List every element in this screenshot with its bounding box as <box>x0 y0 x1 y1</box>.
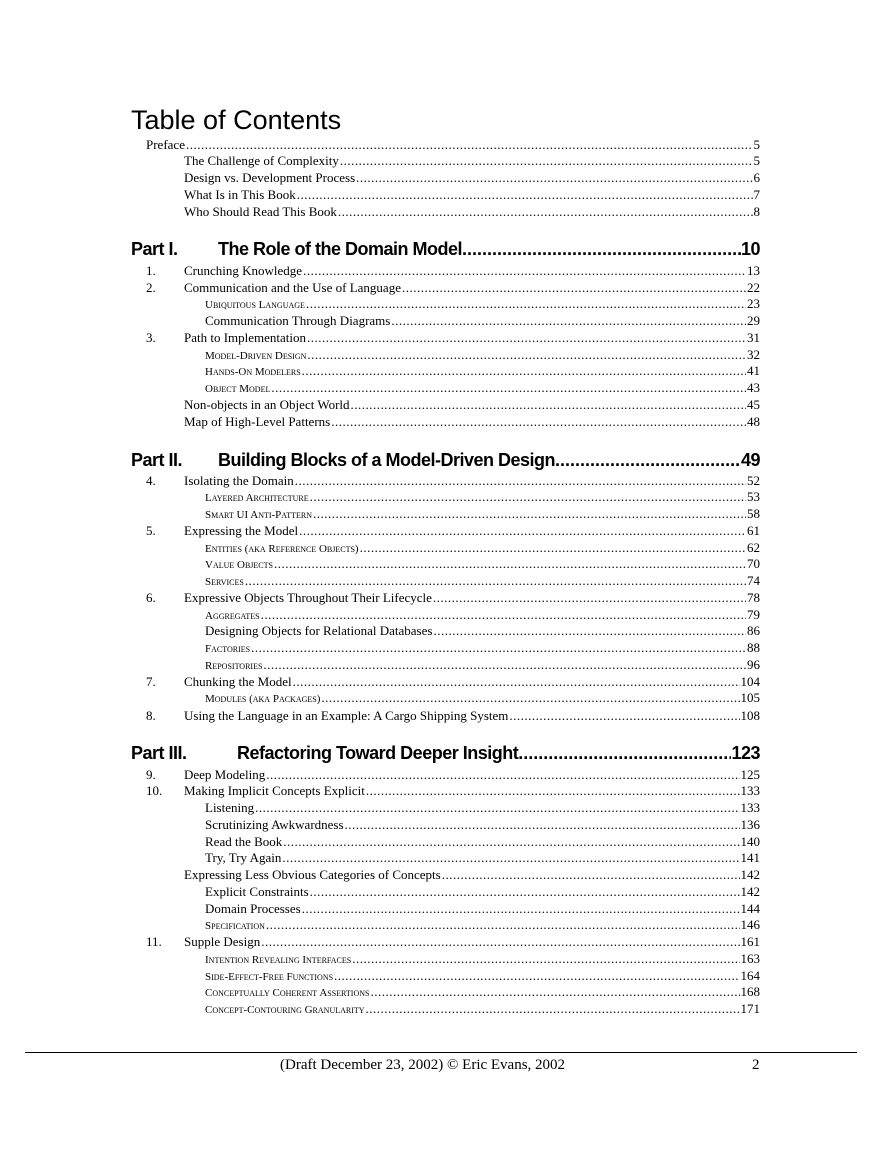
part-title: Refactoring Toward Deeper Insight <box>237 743 519 763</box>
dot-leader <box>255 799 739 816</box>
entry-page-number: 168 <box>740 984 760 999</box>
toc-entry[interactable] <box>0 279 893 296</box>
entry-line <box>205 689 760 708</box>
entry-line <box>184 262 760 279</box>
toc-entry[interactable] <box>0 169 893 186</box>
entry-page-number: 161 <box>740 934 760 949</box>
dot-leader <box>245 572 746 589</box>
entry-line <box>205 622 760 639</box>
dot-leader <box>263 656 746 673</box>
entry-line <box>205 849 760 866</box>
toc-entry[interactable] <box>0 799 893 816</box>
dot-leader <box>302 362 746 379</box>
toc-entry[interactable] <box>0 689 893 706</box>
toc-entry[interactable] <box>0 488 893 505</box>
entry-line <box>205 883 760 900</box>
entry-line <box>184 707 760 724</box>
entry-title: Side-Effect-Free Functions <box>205 971 334 983</box>
toc-entry[interactable] <box>0 883 893 900</box>
toc-entry[interactable] <box>0 900 893 917</box>
toc-entry[interactable] <box>0 505 893 522</box>
entry-title: Designing Objects for Relational Databases <box>205 623 433 638</box>
entry-page-number: 171 <box>740 1001 760 1016</box>
entry-line <box>184 396 760 413</box>
dot-leader <box>442 866 740 883</box>
toc-entry[interactable] <box>0 933 893 950</box>
chapter-number: 2. <box>146 280 156 295</box>
toc-entry[interactable] <box>0 522 893 539</box>
toc-part-heading[interactable] <box>0 237 893 261</box>
entry-title: Specification <box>205 920 265 932</box>
toc-entry[interactable] <box>0 186 893 203</box>
entry-page-number: 86 <box>747 623 760 638</box>
entry-title: Map of High-Level Patterns <box>184 414 331 429</box>
entry-title: Using the Language in an Example: A Cargo Shipping System <box>184 708 509 723</box>
entry-title: Smart UI Anti-Pattern <box>205 509 312 521</box>
dot-leader <box>251 639 746 656</box>
entry-line <box>184 472 760 489</box>
entry-line <box>205 833 760 850</box>
dot-leader <box>555 448 741 472</box>
chapter-number: 6. <box>146 590 156 605</box>
entry-title: Non-objects in an Object World <box>184 397 350 412</box>
entry-title: Entities (aka Reference Objects) <box>205 543 359 555</box>
footer-page-number: 2 <box>752 1057 760 1073</box>
entry-title: Factories <box>205 643 251 655</box>
entry-page-number: 142 <box>740 867 760 882</box>
entry-title: Repositories <box>205 660 263 672</box>
entry-title: What Is in This Book <box>184 187 296 202</box>
dot-leader <box>360 539 746 556</box>
dot-leader <box>340 152 753 169</box>
entry-line <box>205 900 760 917</box>
entry-line <box>205 816 760 833</box>
dot-leader <box>303 262 746 279</box>
entry-title: Isolating the Domain <box>184 473 294 488</box>
dot-leader <box>283 833 739 850</box>
toc-entry[interactable] <box>0 379 893 396</box>
dot-leader <box>391 312 746 329</box>
entry-title: Expressing Less Obvious Categories of Concepts <box>184 867 441 882</box>
part-number: Part II. <box>131 450 183 470</box>
chapter-number: 8. <box>146 708 156 723</box>
dot-leader <box>307 346 746 363</box>
part-page-number: 123 <box>731 743 760 763</box>
toc-entry[interactable] <box>0 312 893 329</box>
entry-page-number: 144 <box>740 901 760 916</box>
dot-leader <box>402 279 746 296</box>
entry-title: Chunking the Model <box>184 674 292 689</box>
toc-entry[interactable] <box>0 329 893 346</box>
entry-page-number: 45 <box>747 397 760 412</box>
entry-title: Hands-On Modelers <box>205 366 301 378</box>
toc-entry[interactable] <box>0 539 893 556</box>
footer-text: (Draft December 23, 2002) © Eric Evans, 2002 <box>280 1057 566 1073</box>
toc-entry[interactable] <box>0 362 893 379</box>
chapter-number: 7. <box>146 674 156 689</box>
part-entry <box>237 741 760 765</box>
toc-entry[interactable] <box>0 950 893 967</box>
dot-leader <box>331 413 746 430</box>
entry-page-number: 105 <box>740 690 760 705</box>
dot-leader <box>271 379 746 396</box>
entry-line <box>184 186 760 203</box>
entry-title: Object Model <box>205 383 271 395</box>
dot-leader <box>295 472 746 489</box>
toc-entry[interactable] <box>0 346 893 363</box>
entry-page-number: 53 <box>747 489 760 504</box>
entry-line <box>184 673 760 690</box>
entry-page-number: 52 <box>747 473 760 488</box>
toc-part-heading[interactable] <box>0 448 893 472</box>
dot-leader <box>334 967 739 984</box>
entry-page-number: 29 <box>747 313 760 328</box>
dot-leader <box>261 933 739 950</box>
entry-title: Deep Modeling <box>184 767 266 782</box>
toc-entry[interactable] <box>0 413 893 430</box>
dot-leader <box>462 237 741 261</box>
entry-page-number: 70 <box>747 556 760 571</box>
dot-leader <box>351 396 746 413</box>
toc-entry[interactable] <box>0 622 893 639</box>
entry-page-number: 43 <box>747 380 760 395</box>
entry-page-number: 6 <box>753 170 760 185</box>
toc-entry[interactable] <box>0 1000 893 1017</box>
dot-leader <box>356 169 752 186</box>
entry-page-number: 163 <box>740 951 760 966</box>
dot-leader <box>338 203 753 220</box>
entry-title: Read the Book <box>205 834 283 849</box>
entry-title: Expressing the Model <box>184 523 299 538</box>
entry-title: Scrutinizing Awkwardness <box>205 817 344 832</box>
chapter-number: 1. <box>146 263 156 278</box>
part-entry <box>218 237 760 261</box>
entry-title: Model-Driven Design <box>205 350 307 362</box>
entry-title: Ubiquitous Language <box>205 299 305 311</box>
toc-entry[interactable] <box>0 782 893 799</box>
dot-leader <box>306 295 746 312</box>
dot-leader <box>433 622 746 639</box>
toc-entry[interactable] <box>0 572 893 589</box>
entry-page-number: 136 <box>740 817 760 832</box>
dot-leader <box>313 505 746 522</box>
entry-title: Domain Processes <box>205 901 301 916</box>
dot-leader <box>297 186 753 203</box>
dot-leader <box>310 883 740 900</box>
entry-page-number: 5 <box>753 153 760 168</box>
entry-line <box>184 933 760 950</box>
entry-page-number: 5 <box>753 137 760 152</box>
entry-page-number: 31 <box>747 330 760 345</box>
entry-page-number: 58 <box>747 506 760 521</box>
dot-leader <box>366 1000 740 1017</box>
entry-line <box>184 782 760 799</box>
part-number: Part I. <box>131 239 178 259</box>
dot-leader <box>370 983 739 1000</box>
entry-page-number: 133 <box>740 783 760 798</box>
entry-title: Value Objects <box>205 559 273 571</box>
entry-page-number: 88 <box>747 640 760 655</box>
toc-entry[interactable] <box>0 589 893 606</box>
entry-title: Supple Design <box>184 934 261 949</box>
entry-line <box>184 589 760 606</box>
entry-title: Design vs. Development Process <box>184 170 356 185</box>
toc-entry[interactable] <box>0 472 893 489</box>
entry-page-number: 125 <box>740 767 760 782</box>
entry-line <box>184 152 760 169</box>
entry-line <box>184 522 760 539</box>
entry-page-number: 141 <box>740 850 760 865</box>
toc-entry[interactable] <box>0 136 893 153</box>
toc-entry[interactable] <box>0 606 893 623</box>
entry-page-number: 74 <box>747 573 760 588</box>
dot-leader <box>302 900 740 917</box>
toc-part-heading[interactable] <box>0 741 893 765</box>
entry-page-number: 61 <box>747 523 760 538</box>
entry-title: Listening <box>205 800 255 815</box>
entry-title: Path to Implementation <box>184 330 307 345</box>
entry-title: Preface <box>146 137 185 152</box>
dot-leader <box>282 849 739 866</box>
entry-title: Communication and the Use of Language <box>184 280 401 295</box>
part-page-number: 49 <box>740 450 760 470</box>
toc-entry[interactable] <box>0 766 893 783</box>
entry-line <box>184 279 760 296</box>
entry-title: Intention Revealing Interfaces <box>205 954 352 966</box>
entry-page-number: 108 <box>740 708 760 723</box>
entry-line <box>184 203 760 220</box>
dot-leader <box>310 488 746 505</box>
dot-leader <box>307 329 746 346</box>
entry-page-number: 104 <box>740 674 760 689</box>
entry-title: Making Implicit Concepts Explicit <box>184 783 365 798</box>
entry-page-number: 8 <box>753 204 760 219</box>
dot-leader <box>274 555 746 572</box>
entry-page-number: 78 <box>747 590 760 605</box>
entry-title: Crunching Knowledge <box>184 263 303 278</box>
entry-page-number: 142 <box>740 884 760 899</box>
toc-entry[interactable] <box>0 396 893 413</box>
entry-title: Concept-Contouring Granularity <box>205 1004 365 1016</box>
entry-title: Expressive Objects Throughout Their Lifecycle <box>184 590 432 605</box>
dot-leader <box>299 522 746 539</box>
entry-page-number: 140 <box>740 834 760 849</box>
toc-entry[interactable] <box>0 295 893 312</box>
entry-line <box>184 766 760 783</box>
toc-entry[interactable] <box>0 639 893 656</box>
entry-title: Conceptually Coherent Assertions <box>205 987 370 999</box>
entry-title: Services <box>205 576 244 588</box>
dot-leader <box>321 689 739 706</box>
entry-page-number: 62 <box>747 540 760 555</box>
toc-entry[interactable] <box>0 262 893 279</box>
toc-entry[interactable] <box>0 203 893 220</box>
chapter-number: 4. <box>146 473 156 488</box>
entry-title: Communication Through Diagrams <box>205 313 391 328</box>
toc-entry[interactable] <box>0 866 893 883</box>
entry-title: The Challenge of Complexity <box>184 153 339 168</box>
entry-page-number: 22 <box>747 280 760 295</box>
entry-title: Layered Architecture <box>205 492 309 504</box>
entry-page-number: 7 <box>753 187 760 202</box>
toc-entry[interactable] <box>0 152 893 169</box>
toc-entry[interactable] <box>0 849 893 866</box>
entry-line <box>184 413 760 430</box>
entry-line <box>146 136 760 153</box>
toc-entry[interactable] <box>0 967 893 984</box>
entry-page-number: 48 <box>747 414 760 429</box>
dot-leader <box>293 673 740 690</box>
entry-title: Who Should Read This Book <box>184 204 337 219</box>
entry-line <box>205 312 760 329</box>
toc-entry[interactable] <box>0 916 893 933</box>
entry-page-number: 79 <box>747 607 760 622</box>
entry-page-number: 13 <box>747 263 760 278</box>
dot-leader <box>366 782 740 799</box>
part-title: Building Blocks of a Model-Driven Design <box>218 450 556 470</box>
entry-line <box>205 1000 760 1019</box>
part-page-number: 10 <box>740 239 760 259</box>
entry-line <box>184 866 760 883</box>
entry-title: Explicit Constraints <box>205 884 309 899</box>
dot-leader <box>266 766 739 783</box>
toc-entry[interactable] <box>0 656 893 673</box>
dot-leader <box>266 916 740 933</box>
chapter-number: 5. <box>146 523 156 538</box>
dot-leader <box>352 950 739 967</box>
toc-title: Table of Contents <box>131 105 342 135</box>
footer-rule <box>25 1052 857 1053</box>
entry-page-number: 133 <box>740 800 760 815</box>
toc-entry[interactable] <box>0 673 893 690</box>
entry-page-number: 164 <box>740 968 760 983</box>
entry-page-number: 32 <box>747 347 760 362</box>
dot-leader <box>518 741 731 765</box>
toc-entry[interactable] <box>0 983 893 1000</box>
dot-leader <box>186 136 753 153</box>
entry-page-number: 146 <box>740 917 760 932</box>
chapter-number: 9. <box>146 767 156 782</box>
toc-entry[interactable] <box>0 707 893 724</box>
toc-entry[interactable] <box>0 555 893 572</box>
toc-entry[interactable] <box>0 816 893 833</box>
part-title: The Role of the Domain Model <box>218 239 463 259</box>
entry-line <box>184 329 760 346</box>
chapter-number: 11. <box>146 934 162 949</box>
entry-page-number: 96 <box>747 657 760 672</box>
chapter-number: 3. <box>146 330 156 345</box>
entry-title: Aggregates <box>205 610 260 622</box>
dot-leader <box>345 816 740 833</box>
entry-line <box>205 799 760 816</box>
entry-page-number: 41 <box>747 363 760 378</box>
chapter-number: 10. <box>146 783 163 798</box>
entry-title: Try, Try Again <box>205 850 282 865</box>
part-entry <box>218 448 760 472</box>
entry-title: Modules (aka Packages) <box>205 693 321 705</box>
part-number: Part III. <box>131 743 187 763</box>
entry-page-number: 23 <box>747 296 760 311</box>
dot-leader <box>261 606 746 623</box>
dot-leader <box>509 707 739 724</box>
dot-leader <box>433 589 746 606</box>
entry-line <box>184 169 760 186</box>
toc-entry[interactable] <box>0 833 893 850</box>
